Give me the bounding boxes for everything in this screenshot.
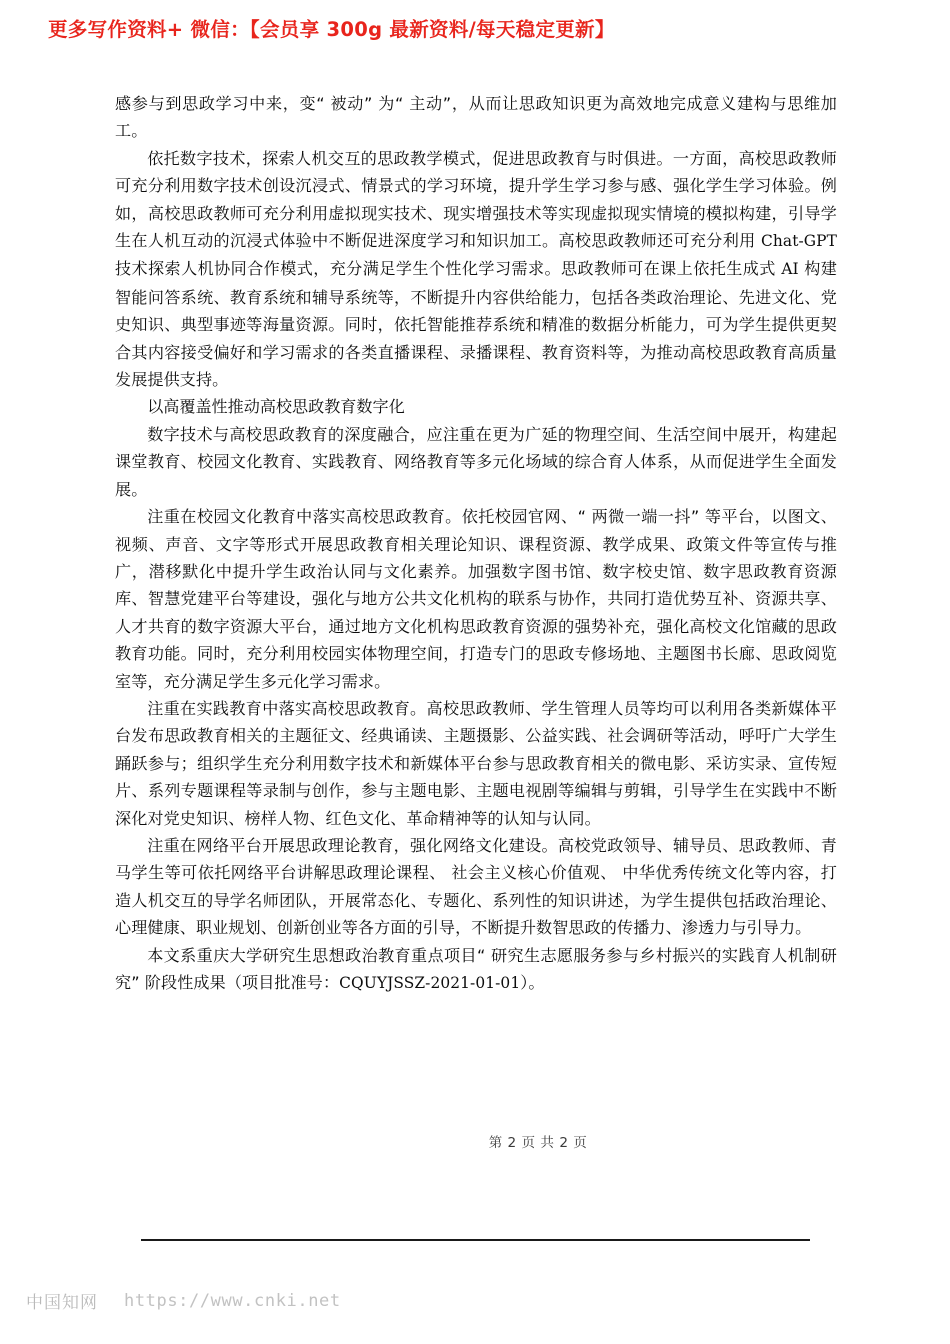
cnki-name-label: 中国知网	[26, 1293, 98, 1313]
footer-divider	[141, 1239, 810, 1241]
paragraph: 感参与到思政学习中来，变“ 被动” 为“ 主动”，从而让思政知识更为高效地完成意义建构与思维加工。	[115, 94, 837, 141]
paragraph: 注重在网络平台开展思政理论教育，强化网络文化建设。高校党政领导、辅导员、思政教师、青马学生等可依托网络平台讲解思政理论课程、 社会主义核心价值观、 中华优秀传统文化等内容，打造人机交互的导学名师团队，开展常态化、专题化、系列性的知识讲述，为学生提供包括政治理论、心理健康、职业规划、创新创业等各方面的引导，不断提升数智思政的传播力、渗透力与引导力。	[115, 835, 837, 938]
cnki-watermark	[26, 1288, 341, 1313]
latin-term: CQUYJSSZ-2021-01-01	[339, 974, 521, 992]
paragraph: 依托数字技术，探索人机交互的思政教学模式，促进思政教育与时俱进。一方面，高校思政教师可充分利用数字技术创设沉浸式、情景式的学习环境，提升学生学习参与感、强化学生学习体验。例如，高校思政教师可充分利用虚拟现实技术、现实增强技术等实现虚拟现实情境的模拟构建，引导学生在人机互动的沉浸式体验中不断促进深度学习和知识加工。高校思政教师还可充分利用 Chat-GPT 技术探索人机协同合作模式，充分满足学生个性化学习需求。思政教师可在课上依托生成式 AI 构建智能问答系统、教育系统和辅导系统等，不断提升内容供给能力，包括各类政治理论、先进文化、党史知识、典型事迹等海量资源。同时，依托智能推荐系统和精准的数据分析能力，可为学生提供更契合其内容接受偏好和学习需求的各类直播课程、录播课程、教育资料等，为推动高校思政教育高质量发展提供支持。	[115, 148, 838, 390]
paragraph: 注重在校园文化教育中落实高校思政教育。依托校园官网、“ 两微一端一抖” 等平台，以图文、视频、声音、文字等形式开展思政教育相关理论知识、课程资源、教学成果、政策文件等宣传与推广，潜移默化中提升学生政治认同与文化素养。加强数字图书馆、数字校史馆、数字思政教育资源库、智慧党建平台等建设，强化与地方公共文化机构的联系与协作，共同打造优势互补、资源共享、人才共育的数字资源大平台，通过地方文化机构思政教育资源的强势补充，强化高校文化馆藏的思政教育功能。同时，充分利用校园实体物理空间，打造专门的思政专修场地、主题图书长廊、思政阅览室等，充分满足学生多元化学习需求。	[115, 507, 837, 691]
paragraph: 注重在实践教育中落实高校思政教育。高校思政教师、学生管理人员等均可以利用各类新媒体平台发布思政教育相关的主题征文、经典诵读、主题摄影、公益实践、社会调研等活动，呼吁广大学生踊跃参与；组织学生充分利用数字技术和新媒体平台参与思政教育相关的微电影、采访实录、宣传短片、系列专题课程等录制与创作，参与主题电影、主题电视剧等编辑与剪辑，引导学生在实践中不断深化对党史知识、榜样人物、红色文化、革命精神等的认知与认同。	[115, 698, 837, 828]
document-body	[115, 90, 837, 997]
paragraph: 本文系重庆大学研究生思想政治教育重点项目“ 研究生志愿服务参与乡村振兴的实践育人机制研究” 阶段性成果（项目批准号：CQUYJSSZ-2021-01-01）。	[115, 945, 837, 992]
page-number-footer: 第 2 页 共 2 页	[488, 1135, 588, 1151]
latin-term: Chat-GPT	[761, 232, 837, 251]
latin-term: AI	[781, 260, 799, 279]
promo-header-text: 更多写作资料+ 微信：【会员享 300g 最新资料/每天稳定更新】	[48, 18, 615, 41]
section-heading: 以高覆盖性推动高校思政教育数字化	[147, 397, 405, 417]
paragraph: 数字技术与高校思政教育的深度融合，应注重在更为广延的物理空间、生活空间中展开，构建起课堂教育、校园文化教育、实践教育、网络教育等多元化场域的综合育人体系，从而促进学生全面发展。	[115, 424, 837, 499]
cnki-url-label: https://www.cnki.net	[124, 1290, 341, 1311]
